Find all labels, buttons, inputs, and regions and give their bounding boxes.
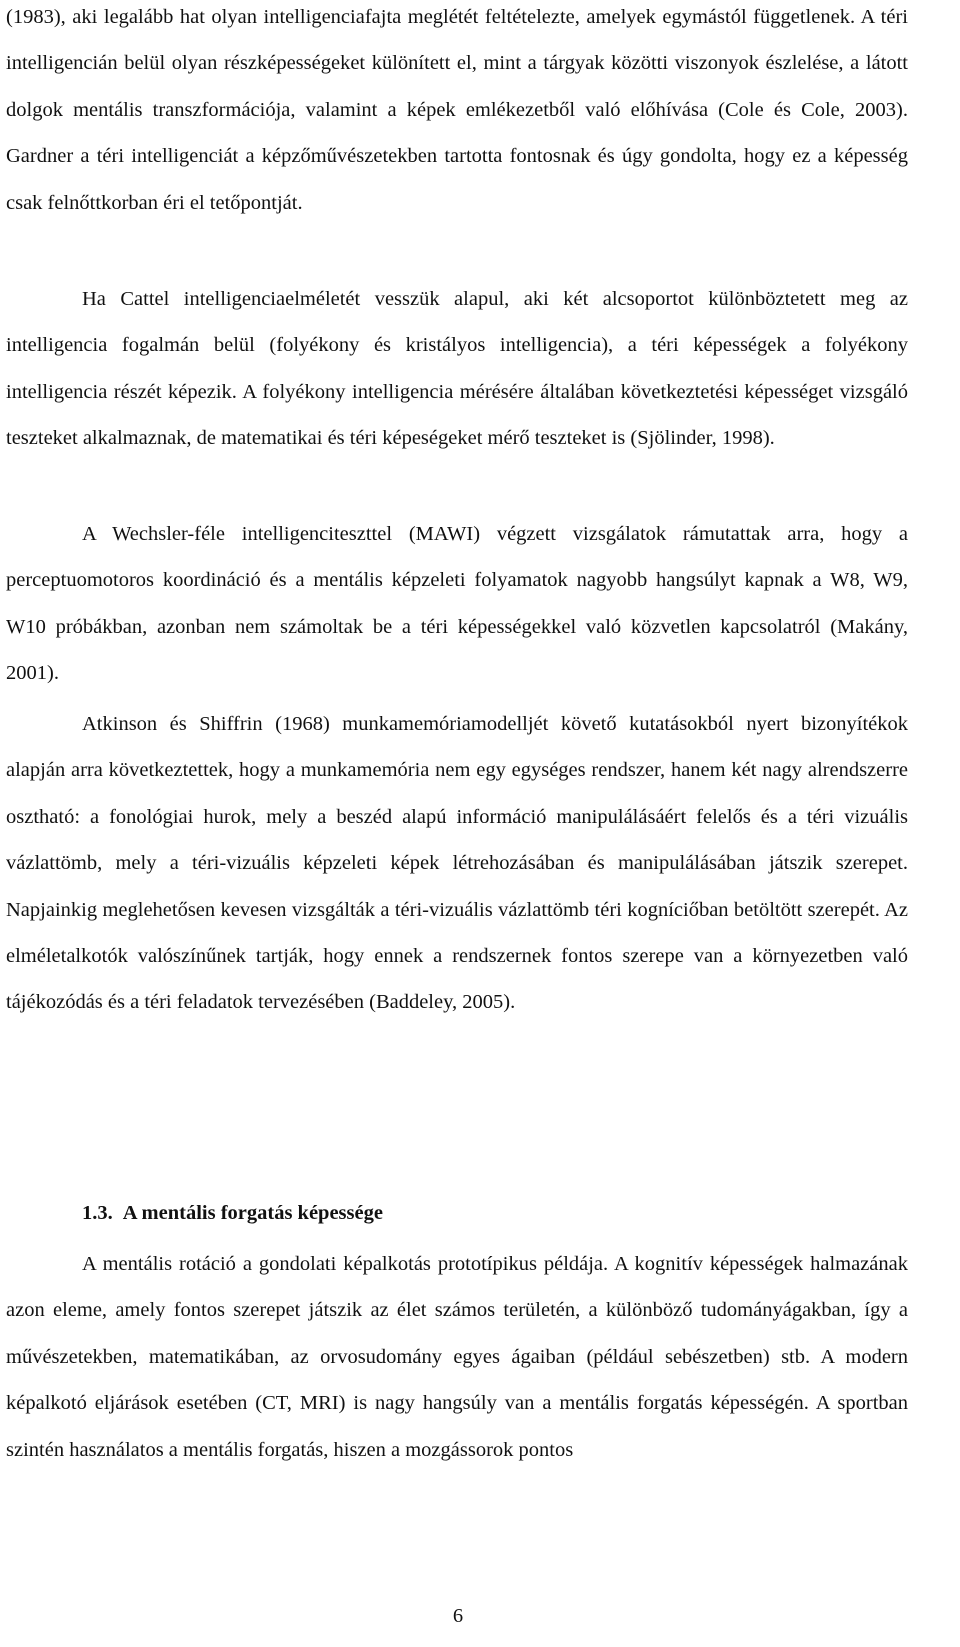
paragraph-working-memory: Atkinson és Shiffrin (1968) munkamemóriamodelljét követő kutatásokból nyert bizonyítékok alapján arra következtettek, hogy a munkamemória nem egy egységes rendszer, hanem két nagy alrendszerre osztható: a fonológiai hurok, mely a beszéd alapú információ manipulálásáért felelős és a téri vizuális vázlattömb, mely a téri-vizuális képzeleti képek létrehozásában és manipulálásában játszik szerepet. Napjainkig meglehetősen kevesen vizsgálták a téri-vizuális vázlattömb téri kogníciőban betöltött szerepét. Az elméletalkotók valószínűnek tartják, hogy ennek a rendszernek fontos szerepe van a környezetben való tájékozódás és a téri feladatok tervezésében (Baddeley, 2005). [6, 713, 908, 1014]
paragraph-intelligence-types: (1983), aki legalább hat olyan intelligenciafajta meglétét feltételezte, amelyek egymástól függetlenek. A téri intelligencián belül olyan részképességeket különített el, mint a tárgyak közötti viszonyok észlelése, a látott dolgok mentális transzformációja, valamint a képek emlékezetből való előhívása (Cole és Cole, 2003). Gardner a téri intelligenciát a képzőművészetekben tartotta fontosnak és úgy gondolta, hogy ez a képesség csak felnőttkorban éri el tetőpontját. [6, 6, 908, 214]
paragraph-cattel-theory: Ha Cattel intelligenciaelméletét vesszük alapul, aki két alcsoportot különböztetett meg az intelligencia fogalmán belül (folyékony és kristályos intelligencia), a téri képességek a folyékony intelligencia részét képezik. A folyékony intelligencia mérésére általában következtetési képességet vizsgáló teszteket alkalmaznak, de matematikai és téri képeségeket mérő teszteket is (Sjölinder, 1998). [6, 288, 908, 450]
paragraph-wechsler-test: A Wechsler-féle intelligenciteszttel (MAWI) végzett vizsgálatok rámutattak arra, hogy a perceptuomotoros koordináció és a mentális képzeleti folyamatok nagyobb hangsúlyt kapnak a W8, W9, W10 próbákban, azonban nem számoltak be a téri képességekkel való közvetlen kapcsolatról (Makány, 2001). [6, 523, 908, 685]
paragraph-mental-rotation: A mentális rotáció a gondolati képalkotás prototípikus példája. A kognitív képességek halmazának azon eleme, amely fontos szerepet játszik az élet számos területén, a különböző tudományágakban, így a művészetekben, matematikában, az orvosudomány egyes ágaiban (például sebészetben) stb. A modern képalkotó eljárások esetében (CT, MRI) is nagy hangsúly van a mentális forgatás képességén. A sportban szintén használatos a mentális forgatás, hiszen a mozgássorok pontos [6, 1253, 908, 1461]
page-number: 6 [452, 1605, 464, 1627]
section-heading [82, 1190, 383, 1236]
section-number: 1.3. [82, 1202, 113, 1224]
section-title: A mentális forgatás képessége [122, 1202, 383, 1224]
